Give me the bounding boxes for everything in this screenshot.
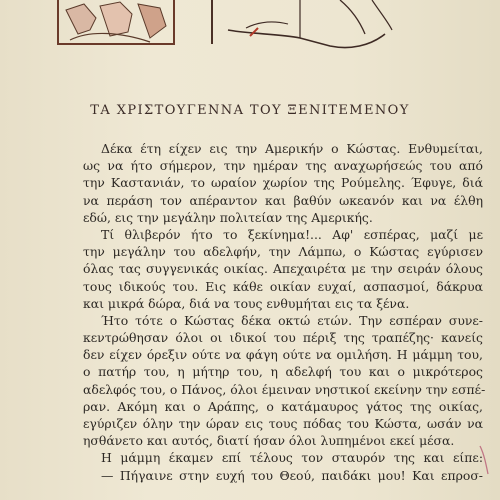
text-line: όλας τας συγγενικάς οικίας. Απεχαιρέτα με την σειράν όλους bbox=[83, 261, 483, 277]
text-line: ο πατήρ του, η μήτηρ του, η αδελφή του και ο μικρότερος bbox=[83, 364, 483, 380]
text-line: τους ιδικούς του. Εις κάθε οικίαν ευχαί, ασπασμοί, δάκρυα bbox=[83, 278, 483, 294]
text-line: — Πήγαινε στην ευχή του Θεού, παιδάκι μου! Και επροσ- bbox=[101, 467, 483, 483]
text-line: δεν είχεν όρεξιν ούτε να φάγη ούτε να ομιλήση. Η μάμμη του, bbox=[83, 347, 483, 363]
chapter-title: ΤΑ ΧΡΙΣΤΟΥΓΕΝΝΑ ΤΟΥ ΞΕΝΙΤΕΜΕΝΟΥ bbox=[90, 103, 410, 118]
text-line: Δέκα έτη είχεν εις την Αμερικήν ο Κώστας. Ενθυμείται, bbox=[101, 141, 483, 156]
pen-mark bbox=[476, 440, 496, 480]
text-line: ραν. Ακόμη και ο Αράπης, ο κατάμαυρος γάτος της οικίας, bbox=[83, 398, 483, 414]
text-line: να περάση τον απέραντον και βαθύν ωκεανόν και να έλθη bbox=[83, 192, 483, 208]
text-line: εδώ, εις την μεγάλην πολιτείαν της Αμερικής. bbox=[83, 209, 373, 225]
text-line: την Καστανιάν, το ωραίον χωρίον της Ρούμελης. Έφυγε, διά bbox=[83, 175, 483, 191]
text-line: Ήτο τότε ο Κώστας δέκα οκτώ ετών. Την εσπέραν συνε- bbox=[101, 312, 483, 328]
text-line: Η μάμμη έκαμεν επί τέλους τον σταυρόν της και είπε: bbox=[101, 450, 483, 466]
text-line: Τί θλιβερόν ήτο το ξεκίνημα!... Αφ' εσπέρας, μαζί με bbox=[101, 226, 483, 242]
text-line: ως να ήτο σήμερον, την ημέραν της αναχωρήσεώς του από bbox=[83, 158, 483, 174]
text-line: εγύριζεν όλην την ώραν εις τους πόδας του Κώστα, ωσάν να bbox=[83, 416, 483, 431]
body-text bbox=[83, 140, 486, 484]
text-line: και μικρά δώρα, διά να τους ενθυμήται εις τα ξένα. bbox=[83, 295, 410, 311]
text-line: την μεγάλην του αδελφήν, την Λάμπω, ο Κώστας εγύρισεν bbox=[83, 244, 483, 260]
text-line: αδελφός του, ο Πάνος, όλοι έμειναν νηστικοί εκείνην την εσπέ- bbox=[83, 381, 486, 397]
illustration-header bbox=[0, 0, 500, 70]
text-line: ησθάνετο και αυτός, διατί ήσαν όλοι λυπημένοι εκεί μέσα. bbox=[83, 433, 455, 449]
text-line: κεντρώθησαν όλοι οι ιδικοί του πέριξ της τραπέζης· κανείς bbox=[83, 330, 483, 346]
